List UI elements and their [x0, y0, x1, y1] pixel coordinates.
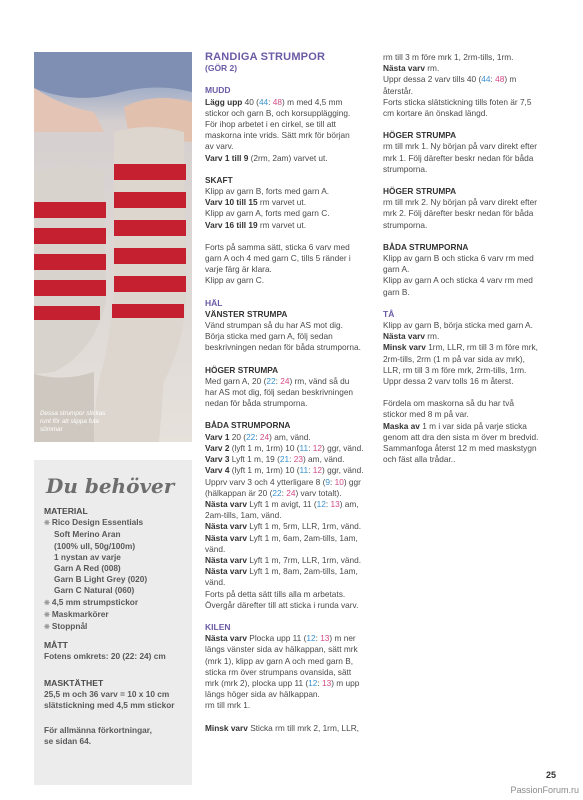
material-section — [44, 506, 189, 633]
hal-line: beskrivningen nedan för båda strumporna. — [205, 342, 361, 353]
hal-line: Nästa varv Lyft 1 m, 8am, 2am-tills, 1am, — [205, 566, 358, 577]
hal-row: Varv 3 Lyft 1 m, 19 (21: 23) am, vänd. — [205, 454, 345, 465]
col2-line: LLR, rm till 3 m före mrk, 2rm-tills, 1rm. — [383, 364, 527, 375]
column-1 — [205, 52, 375, 734]
col2-line: strumporna. — [383, 219, 428, 230]
col2-line: strumporna. — [383, 163, 428, 174]
col2-line: Sammanfoga återst 12 m med maskstygn — [383, 443, 537, 454]
material-line: Soft Merino Aran — [54, 529, 121, 540]
second-sock-heading: HÖGER STRUMPA — [383, 186, 457, 197]
skaft-line: Klipp av garn A, forts med garn C. — [205, 208, 330, 219]
ta-heading: TÅ — [383, 308, 395, 319]
matt-heading: MÅTT — [44, 640, 68, 650]
col2-line: Uppr dessa 2 varv tolls 16 m återst. — [383, 376, 514, 387]
skaft-line: Forts på samma sätt, sticka 6 varv med — [205, 241, 350, 252]
hal-line: har AS mot dig, följ sedan beskrivningen — [205, 387, 354, 398]
kilen-line: rm till mrk 1. — [205, 700, 251, 711]
material-line: (100% ull, 50g/100m) — [54, 540, 136, 551]
hal-line: vänd. — [205, 543, 226, 554]
sidebar-title: Du behöver — [46, 474, 175, 498]
col2-line: genom att dra den sista m över m bredvid. — [383, 431, 539, 442]
socks-photo — [34, 52, 192, 442]
kilen-line: (mrk 1), klipp av garn A och med garn B, — [205, 655, 354, 666]
skaft-line: varje färg är klara. — [205, 264, 272, 275]
skaft-line: garn A och 4 med garn C, tills 5 ränder i — [205, 253, 351, 264]
col2-line: garn B. — [383, 286, 410, 297]
material-line: Garn C Natural (060) — [54, 585, 135, 596]
right-sock — [94, 127, 186, 442]
note-line: se sidan 64. — [44, 736, 92, 747]
col2-line: stickor med 8 m på var. — [383, 409, 469, 420]
col2-line: Uppr dessa 2 varv tills 40 (44: 48) m — [383, 74, 517, 85]
kilen-line: sticka rm över strumpans ovansida, sätt — [205, 666, 352, 677]
col2-line: återstår. — [383, 85, 413, 96]
col2-line: Klipp av garn B och sticka 6 varv rm med — [383, 253, 534, 264]
hal-line: (hälkappan är 20 (22: 24) varv totalt). — [205, 487, 342, 498]
mudd-line: För ihop arbetet i en cirkel, se till att — [205, 119, 336, 130]
col2-line: Nästa varv rm. — [383, 331, 440, 342]
bullet-icon: ❋ — [44, 599, 50, 607]
skaft-line: Klipp av garn B, forts med garn A. — [205, 186, 330, 197]
hal-line: nedan för båda strumporna. — [205, 398, 308, 409]
skaft-line: Varv 10 till 15 rm varvet ut. — [205, 197, 307, 208]
hal-line: Upprv varv 3 och 4 ytterligare 8 (9: 10) ggr — [205, 476, 361, 487]
hal-line: Nästa varv Lyft 1 m, 6am, 2am-tills, 1am, — [205, 532, 358, 543]
material-heading: MATERIAL — [44, 506, 88, 516]
material-line: Garn B Light Grey (020) — [54, 574, 148, 585]
kilen-line: Minsk varv Sticka rm till mrk 2, 1rm, LLR, — [205, 722, 359, 733]
pattern-title: RANDIGA STRUMPOR — [205, 51, 326, 63]
col2-line: och fäst alla trådar.. — [383, 454, 456, 465]
kilen-line: mrk (mrk 2), plocka upp 11 (12: 13) m upp — [205, 677, 360, 688]
kilen-line: längs vänster sida av hälkappan, sätt mrk — [205, 644, 358, 655]
hal-row: Varv 1 20 (22: 24) am, vänd. — [205, 431, 311, 442]
skaft-heading: SKAFT — [205, 174, 233, 185]
material-line: Maskmarkörer — [51, 608, 109, 619]
bullet-icon: ❋ — [44, 624, 50, 632]
hal-line: Nästa varv Lyft 1 m, 5rm, LLR, 1rm, vänd. — [205, 521, 362, 532]
kilen-line: Nästa varv Plocka upp 11 (12: 13) m ner — [205, 633, 356, 644]
col2-line: cm kortare än önskad längd. — [383, 108, 488, 119]
hal-line: Nästa varv Lyft 1 m avigt, 11 (12: 13) am, — [205, 498, 359, 509]
hal-line: Med garn A, 20 (22: 24) rm, vänd så du — [205, 375, 350, 386]
col2-line: rm till mrk 2. Ny början på varv direkt efter — [383, 197, 537, 208]
mudd-line: maskorna inte vrids. Sätt mrk för början — [205, 130, 350, 141]
page-number: 25 — [545, 770, 556, 780]
col2-line: Minsk varv 1rm, LLR, rm till 3 m före mrk, — [383, 342, 538, 353]
photo-caption: Dessa strumpor stickas runt för att slippa fula sömmar — [40, 410, 106, 433]
watermark: PassionForum.ru — [510, 785, 579, 795]
column-2 — [383, 52, 558, 466]
material-line: Rico Design Essentials — [51, 517, 144, 528]
col2-line: Fördela om maskorna så du har två — [383, 398, 514, 409]
bullet-icon: ❋ — [44, 611, 50, 619]
hal-row: Varv 2 (lyft 1 m, 1rm) 10 (11: 12) ggr, vänd. — [205, 442, 364, 453]
mudd-line: av varv. — [205, 141, 234, 152]
tathet-section — [44, 678, 189, 712]
tathet-line: 25,5 m och 36 varv = 10 x 10 cm — [44, 689, 170, 700]
skaft-line: Klipp av garn C. — [205, 275, 265, 286]
col2-line: Forts sticka slätstickning tills foten är 7,5 — [383, 96, 532, 107]
col2-line: rm till 3 m före mrk 1, 2rm-tills, 1rm. — [383, 52, 514, 62]
material-line: 4,5 mm strumpstickor — [51, 596, 139, 607]
col2-line: rm till mrk 1. Ny början på varv direkt efter — [383, 141, 537, 152]
hal-line: 2am-tills, 1am, vänd. — [205, 510, 282, 521]
tathet-heading: MASKTÄTHET — [44, 678, 104, 688]
bada-heading: BÅDA STRUMPORNA — [383, 241, 469, 252]
hal-line: Vänd strumpan så du har AS mot dig. — [205, 320, 343, 331]
mudd-line: Varv 1 till 9 (2rm, 2am) varvet ut. — [205, 152, 328, 163]
socks-illustration — [34, 52, 192, 442]
matt-text: Fotens omkrets: 20 (22: 24) cm — [44, 651, 166, 662]
pattern-subtitle: (GÖR 2) — [205, 63, 238, 74]
hal-row: Varv 4 (lyft 1 m, 1rm) 10 (11: 12) ggr, vänd. — [205, 465, 364, 476]
col2-line: garn A. — [383, 264, 410, 275]
bullet-icon: ❋ — [44, 520, 50, 528]
hal-line: Börja sticka med garn A, följ sedan — [205, 331, 333, 342]
hal-line: vänd. — [205, 577, 226, 588]
col2-line: mrk 2. Följ därefter beskr nedan för båda — [383, 208, 534, 219]
material-line: Stoppnål — [51, 621, 88, 632]
vanster-heading: VÄNSTER STRUMPA — [205, 308, 288, 319]
note-line: För allmänna förkortningar, — [44, 725, 152, 735]
col2-line: Maska av 1 m i var sida på varje sticka — [383, 420, 527, 431]
left-sock — [34, 166, 106, 374]
col2-line: 2rm-tills, 2rm (1 m på var sida av mrk), — [383, 353, 525, 364]
kilen-heading: KILEN — [205, 621, 231, 632]
material-line: Garn A Red (008) — [54, 563, 121, 574]
hal-line: Nästa varv Lyft 1 m, 7rm, LLR, 1rm, vänd. — [205, 554, 362, 565]
kilen-line: längs höger sida av hälkappan. — [205, 689, 320, 700]
skaft-line: Varv 16 till 19 rm varvet ut. — [205, 219, 307, 230]
col2-line: Klipp av garn A och sticka 4 varv rm med — [383, 275, 533, 286]
materials-sidebar — [34, 460, 192, 785]
matt-section — [44, 640, 189, 662]
note-section — [44, 725, 189, 747]
col2-line: Nästa varv rm. — [383, 63, 440, 74]
tathet-line: slätstickning med 4,5 mm stickor — [44, 700, 175, 711]
col2-line: mrk 1. Följ därefter beskr nedan för båda — [383, 152, 534, 163]
material-line: 1 nystan av varje — [54, 551, 121, 562]
hoger-heading: HÖGER STRUMPA — [383, 130, 457, 141]
mudd-line: stickor och garn B, och korsupplägging. — [205, 107, 351, 118]
bada-heading: BÅDA STRUMPORNA — [205, 420, 291, 431]
mudd-line: Lägg upp 40 (44: 48) m med 4,5 mm — [205, 96, 343, 107]
mudd-heading: MUDD — [205, 85, 231, 96]
hal-heading: HÄL — [205, 297, 223, 308]
hal-line: Forts på detta sätt tills alla m arbetats. — [205, 588, 346, 599]
col2-line: Klipp av garn B, börja sticka med garn A. — [383, 320, 533, 331]
hal-line: Övergår därefter till att sticka i runda varv. — [205, 599, 359, 610]
hoger-heading: HÖGER STRUMPA — [205, 364, 279, 375]
